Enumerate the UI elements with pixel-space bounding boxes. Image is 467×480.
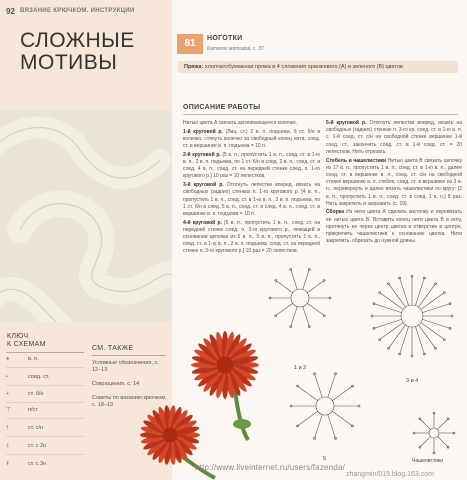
- diagram-stitch: [291, 269, 297, 289]
- see-also-heading: СМ. ТАКЖЕ: [92, 345, 134, 352]
- motif-catalog-ref: Каталог мотивов, с. 37: [207, 46, 264, 52]
- diagram-stitch: [374, 304, 402, 313]
- diagram-chain: [435, 347, 437, 349]
- title-line-1: СЛОЖНЫЕ: [20, 29, 135, 52]
- description-heading: ОПИСАНИЕ РАБОТЫ: [183, 104, 261, 111]
- diagram-chain: [399, 277, 401, 279]
- diagram-stitch: [400, 278, 409, 306]
- instruction-step-label: 2-й круговой р.: [183, 151, 221, 158]
- diagram-stitch: [415, 278, 424, 306]
- key-symbol: ‡: [6, 443, 10, 449]
- instruction-paragraph: [183, 152, 320, 181]
- instruction-paragraph: [326, 209, 462, 245]
- page-title: [20, 30, 135, 74]
- key-row-divider: [6, 402, 84, 403]
- instruction-step-label: 5-й круговой р.: [326, 120, 367, 126]
- key-row-divider: [6, 385, 84, 386]
- key-label: ст. б/н: [28, 391, 44, 397]
- title-line-2: МОТИВЫ: [20, 51, 118, 74]
- see-also-item[interactable]: Условные обозначения, с. 12–13: [92, 360, 159, 373]
- diagram-stitch: [380, 292, 403, 309]
- instruction-step-label: Сборка: [326, 209, 345, 216]
- instruction-text: [5 в. п., пропустить 1 в. п., соед. ст. в 1-ю в. п., 2 в. п. подъема, по 1 ст. б/н в след. 2 в. п., соед. ст. в след. 4 в. п., соед. ст. на передней стенке след. п. 1-го кругового р.] 10 раз = 10 лепестков.: [183, 151, 320, 180]
- instruction-step-label: Стебель и чашелистики: [326, 157, 387, 164]
- diagram-stitch: [418, 284, 435, 307]
- flower-center: [217, 357, 234, 374]
- diagram-chain: [443, 291, 445, 293]
- diagram-chain: [419, 418, 421, 420]
- diagram-stitch: [420, 437, 431, 448]
- key-item: [6, 461, 46, 467]
- key-label: ст. с/н: [28, 425, 44, 431]
- yarn-text: хлопчатобумажная пряжа в 4 сложения оранжевого (А) и зеленого (В) цветов: [204, 64, 403, 70]
- diagram-label-3-4: 3 и 4: [406, 378, 419, 384]
- diagram-stitch: [422, 319, 450, 328]
- diagram-chain: [447, 418, 449, 420]
- key-divider: [6, 352, 84, 353]
- diagram-stitch: [303, 269, 309, 289]
- key-item: [6, 425, 43, 431]
- diagram-stitch: [380, 322, 403, 339]
- key-symbol: †: [6, 425, 10, 431]
- diagram-stitch: [332, 411, 352, 426]
- key-item: [6, 374, 49, 380]
- diagram-chain: [379, 339, 381, 341]
- diagram-chain: [449, 327, 451, 329]
- key-symbol: +: [6, 391, 10, 397]
- diagram-sepals: [413, 412, 455, 454]
- key-heading: [7, 333, 46, 349]
- yarn-info-bar: [178, 61, 458, 73]
- key-item: [6, 407, 38, 413]
- key-heading-line-2: К СХЕМАМ: [7, 341, 46, 348]
- diagram-1-2: [269, 268, 331, 327]
- instruction-text: Отогнуть лепестки вперед, вязать на свободных (задних) стенках п. 3-го кр. соед. ст. в 1-ю в. п. с. 1-й соед. ст. с/н на свободной стенке вершинке 1-й соед. ст., закончить соед. ст. в 1-й соед. ст. = 20 лепестков. Нить отрезать.: [326, 120, 462, 155]
- diagram-stitch: [276, 280, 293, 292]
- diagram-3-4: [371, 275, 453, 357]
- key-symbol: Ŧ: [6, 461, 10, 467]
- diagram-stitch: [388, 325, 405, 348]
- motif-number-badge: 81: [177, 34, 203, 54]
- diagram-chain: [373, 303, 375, 305]
- key-row-divider: [6, 367, 84, 368]
- diagram-label-5: 5: [323, 456, 327, 462]
- key-symbol: •: [6, 374, 8, 380]
- instructions-column-2: [326, 120, 462, 247]
- key-item: [6, 356, 38, 362]
- instruction-step-label: 3-й круговой р.: [183, 182, 224, 189]
- instruction-text: Из нити цвета А сделать кисточку и перевязать ее нитью цвета В. Вставить конец нити цвета В в иглу, протянуть ее через центр цветка и отверстие в центре, прикрепить чашелистики к основанию цветка. Нити закрепить, обрезать до нужной длины.: [326, 209, 462, 245]
- diagram-stitch: [374, 319, 402, 328]
- diagram-chain: [419, 446, 421, 448]
- diagram-stitch: [420, 419, 431, 430]
- diagram-chain: [399, 353, 401, 355]
- diagram-chain: [423, 277, 425, 279]
- key-label: соед. ст.: [28, 374, 50, 380]
- instruction-text: [5 в. п., пропустить 1 в. п., соед. ст. на передней стенке след. п. 3-го кругового р., лежащей в основании цепочки из 5 в. п., 5 в. п., пропустить 1 в. п., соед. ст. в 1-ю в. п., 2 в. п. подъема, соед. ст. на передней стенке п. 3-го кругового р.] 10 раз = 20 лепестков.: [183, 219, 320, 255]
- diagram-chain: [387, 347, 389, 349]
- key-item: [6, 391, 43, 397]
- instruction-text: (Лиц. ст.) 2 в. п. подъема, 9 ст. б/н в колечко, стянуть колечко за свободный конец нити, соед. ст. в вершинке в. п. подъема = 10 п.: [183, 128, 320, 150]
- diagram-chain: [373, 327, 375, 329]
- diagram-stitch: [418, 325, 435, 348]
- diagram-chain: [352, 425, 354, 427]
- instruction-text: Отогнуть лепестки вперед, вязать на свободных (задних) стенках п. 1-го кругового р. [4 в. п., пропустить 1 в. п., соед. ст. в 1-ю в. п., 2 в. п. подъема, по 1 ст. б/н в след. 5 в. п., соед. ст. в след. 4 в. п., соед. ст. в вершинке в. п. подъема = 10 п.: [183, 182, 320, 217]
- diagram-chain: [296, 385, 298, 387]
- diagram-stitch: [328, 374, 336, 398]
- diagram-stitch: [307, 280, 324, 292]
- diagram-chain: [379, 291, 381, 293]
- key-row-divider: [6, 418, 84, 419]
- diagram-stitch: [303, 307, 309, 327]
- diagram-stitch: [388, 284, 405, 307]
- diagram-chain: [387, 283, 389, 285]
- instruction-paragraph: [326, 158, 462, 208]
- yarn-photo: [0, 110, 172, 322]
- instruction-paragraph: [326, 120, 462, 156]
- see-also-item[interactable]: Советы по вязанию крючком, с. 18–19: [92, 395, 167, 408]
- key-row-divider: [6, 436, 84, 437]
- key-row-divider: [6, 454, 84, 455]
- instruction-paragraph: [183, 182, 320, 218]
- section-title: ВЯЗАНИЕ КРЮЧКОМ. ИНСТРУКЦИИ: [20, 8, 135, 14]
- diagram-chain: [423, 353, 425, 355]
- diagram-chain: [447, 446, 449, 448]
- crochet-diagrams: [262, 258, 462, 468]
- diagram-stitch: [421, 292, 444, 309]
- diagram-label-sepals: Чашелистики: [412, 458, 444, 464]
- instruction-paragraph: [183, 220, 320, 256]
- flower-photo: [130, 320, 280, 480]
- key-symbol: ⊤: [6, 407, 11, 413]
- instruction-step-label: 1-й круговой р.: [183, 128, 223, 135]
- diagram-stitch: [332, 386, 352, 401]
- description-divider: [183, 114, 458, 115]
- key-item: [6, 443, 46, 449]
- diagram-stitch: [314, 415, 322, 439]
- diagram-stitch: [276, 303, 293, 315]
- instruction-text: Нитью цвета В связать цепочку из 17 в. п., пропустить 1 в. п., соед. ст. в 1-ю в. п., далее соед. ст. в вершинке в. п., соед. ст. с/н на свободной стенке вершинке в. п. стебля, соед. ст. в вершинке из 3 в. п., перевернуть и далее вязать чашелистики по кругу: [2 в. п., пропустить 1 в. п., соед. ст. в след. 1 в. п.] 8 раз. Нить закрепить и заправить (с. 19).: [326, 157, 462, 207]
- diagram-stitch: [415, 326, 424, 354]
- diagram-chain: [449, 303, 451, 305]
- motif-title: НОГОТКИ: [207, 35, 243, 42]
- diagram-label-1-2: 1 и 2: [294, 365, 307, 371]
- page-number: 92: [6, 7, 15, 16]
- diagram-stitch: [291, 307, 297, 327]
- diagram-stitch: [438, 419, 449, 430]
- source-url[interactable]: http://www.liveinternet.ru/users/fazenda/: [195, 463, 346, 472]
- see-also-item[interactable]: Сокращения, с. 14: [92, 381, 140, 387]
- key-label: в. п.: [28, 356, 39, 362]
- diagram-5: [290, 373, 360, 440]
- diagram-chain: [296, 425, 298, 427]
- diagram-stitch: [297, 411, 317, 426]
- instruction-paragraph: [183, 129, 320, 151]
- diagram-stitch: [422, 304, 450, 313]
- diagram-stitch: [328, 415, 336, 439]
- instruction-text: Нитью цвета А связать затягивающееся колечко.: [183, 120, 298, 126]
- diagram-chain: [352, 385, 354, 387]
- watermark: zhangmin/015.blog.163.com: [346, 471, 434, 478]
- diagram-stitch: [297, 386, 317, 401]
- diagram-stitch: [421, 322, 444, 339]
- key-symbol: ●: [6, 356, 10, 362]
- key-label: ст. с 3н: [28, 461, 47, 467]
- key-label: п/ст: [28, 407, 38, 413]
- diagram-stitch: [438, 437, 449, 448]
- yarn-label: Пряжа:: [184, 64, 204, 70]
- diagram-stitch: [314, 374, 322, 398]
- key-label: ст. с 2н: [28, 443, 47, 449]
- diagram-stitch: [400, 326, 409, 354]
- flower-center: [163, 428, 178, 443]
- instruction-paragraph: [183, 120, 320, 127]
- diagram-stitch: [307, 303, 324, 315]
- instruction-step-label: 4-й круговой р.: [183, 219, 222, 226]
- instructions-column-1: [183, 120, 320, 257]
- diagram-chain: [435, 283, 437, 285]
- key-heading-line-1: КЛЮЧ: [7, 333, 29, 340]
